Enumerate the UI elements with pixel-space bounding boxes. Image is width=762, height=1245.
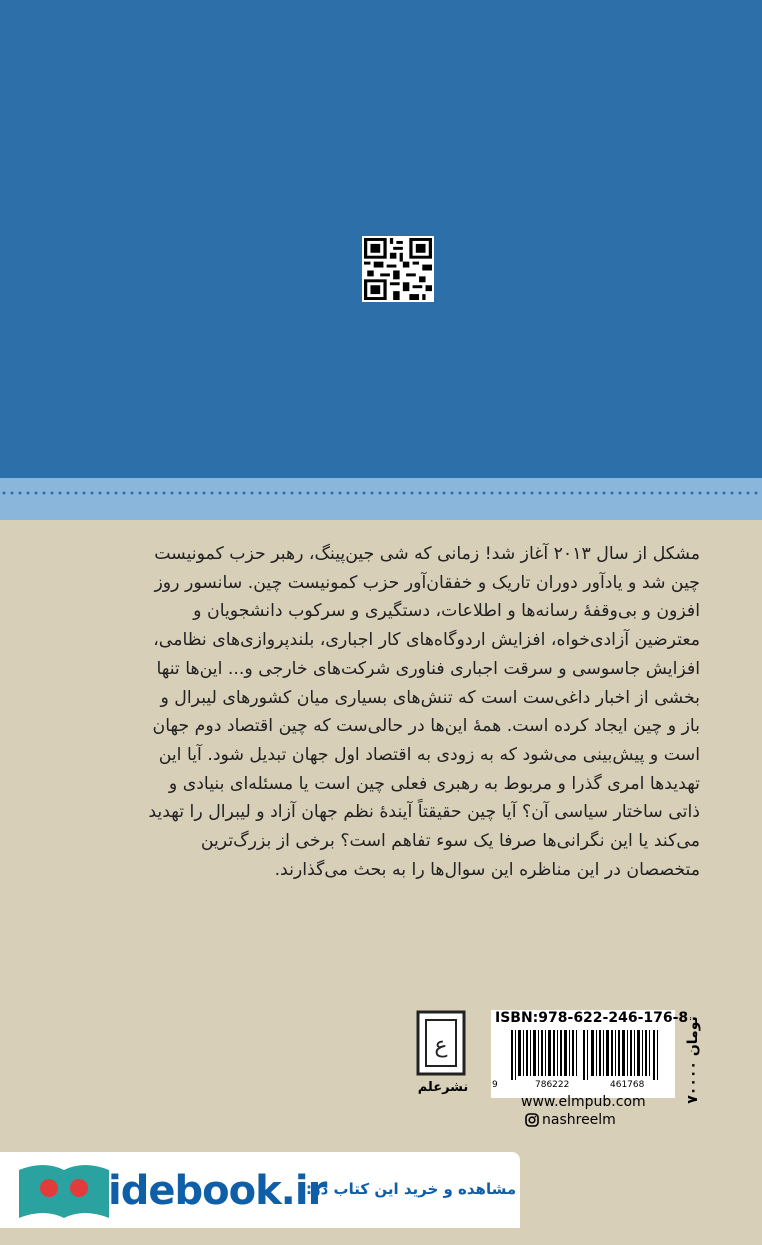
blurb-line: چین شد و یادآور دوران تاریک و خفقان‌آور حزب کمونیست چین. سانسور روز [154,572,700,593]
blurb-line: متخصصان در این مناظره این سوال‌ها را به بحث می‌گذارند. [274,859,700,880]
blurb-line: افزایش جاسوسی و سرقت اجباری فناوری شرکت‌های خارجی و... این‌ها تنها [156,658,700,679]
blurb-line: تهدیدها امری گذرا و مربوط به رهبری فعلی چین است یا مسئله‌ای بنیادی و [168,773,700,794]
book-icon [14,1160,114,1224]
back-cover-blurb [90,540,700,884]
barcode-digit: 786222 [535,1080,570,1090]
dotted-divider [0,490,762,496]
barcode-bars [511,1030,661,1080]
blurb-line: معترضین آزادی‌خواه، افزایش اردوگاه‌های کار اجباری، بلندپروازی‌های نظامی، [153,630,700,651]
light-blue-band [0,478,762,520]
blurb-line: افزون و بی‌وقفهٔ رسانه‌ها و اطلاعات، دستگیری و سرکوب دانشجویان و [193,601,700,622]
blurb-line: باز و چین ایجاد کرده است. همهٔ این‌ها در حالی‌ست که چین اقتصاد دوم جهان [152,716,700,737]
blurb-line: ذاتی ساختار سیاسی آن؟ آیا چین حقیقتاً آیندهٔ نظم جهان آزاد و لیبرال را تهدید [148,802,700,823]
isbn-text: ISBN:978-622-246-176-8 [495,1010,689,1026]
barcode-digit: 9 [492,1080,498,1090]
idebook-text: مشاهده و خرید این کتاب در: [306,1180,517,1198]
idebook-brand: idebook.ir [108,1168,327,1214]
price-text: ۷۰۰۰۰ تومان [685,1016,701,1104]
publisher-website[interactable]: www.elmpub.com [521,1094,646,1110]
publisher-name: نشرعلم [417,1080,469,1095]
blurb-line: مشکل از سال ۲۰۱۳ آغاز شد! زمانی که شی جین‌پینگ، رهبر حزب کمونیست [154,544,700,564]
instagram-handle[interactable] [525,1112,616,1128]
barcode-digit: 461768 [610,1080,645,1090]
instagram-text: nashreelm [542,1112,616,1128]
blurb-line: می‌کند یا این نگرانی‌ها صرفا یک سوء تفاهم است؟ برخی از بزرگ‌ترین [200,831,700,852]
publisher-logo-text: ع [434,1033,448,1058]
qr-code[interactable] [362,236,434,302]
instagram-icon [525,1113,539,1127]
blurb-line: است و پیش‌بینی می‌شود که به زودی به اقتصاد اول جهان تبدیل شود. آیا این [158,744,700,765]
blurb-line: بخشی از اخبار داغی‌ست است که تنش‌های بسیاری میان کشورهای لیبرال و [160,687,700,708]
